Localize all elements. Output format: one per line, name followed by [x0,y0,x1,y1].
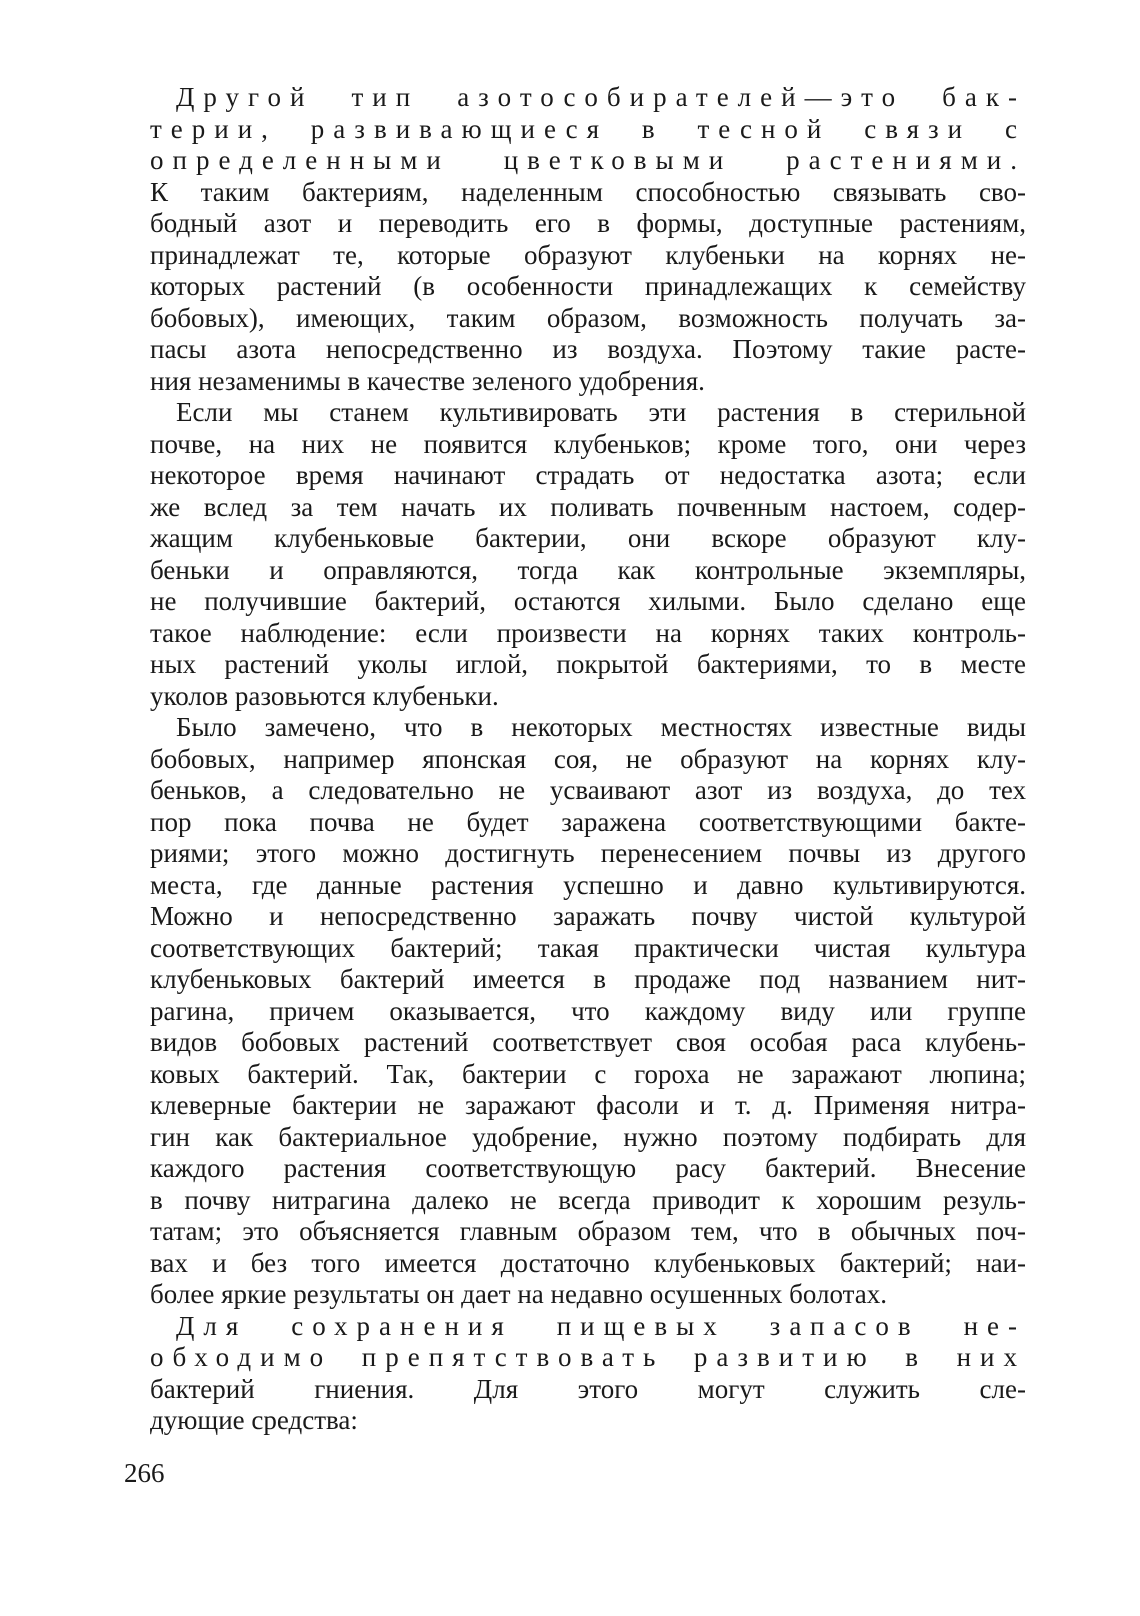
text-line: обходимо препятствовать развитию в них [150,1342,1026,1372]
text-line: Можно и непосредственно заражать почву чистой культурой [150,901,1026,931]
text-column [124,82,1026,1437]
text-line: пор пока почва не будет заражена соответствующими бакте- [150,806,1026,837]
text-line: более яркие результаты он дает на недавно осушенных болотах. [150,1279,887,1309]
text-line: Другой тип азотособирателей—это бак- [176,82,1026,112]
text-line: же вслед за тем начать их поливать почвенным настоем, содер- [150,491,1026,522]
text-line: Было замечено, что в некоторых местностях известные виды [176,712,1026,742]
text-line: беньки и оправляются, тогда как контрольные экземпляры, [150,554,1026,585]
text-line: ковых бактерий. Так, бактерии с гороха не заражают люпина; [150,1058,1026,1089]
text-line: которых растений (в особенности принадлежащих к семейству [150,271,1026,301]
text-line: каждого растения соответствующую расу бактерий. Внесение [150,1153,1026,1183]
text-line: места, где данные растения успешно и давно культивируются. [150,869,1026,900]
text-line: бобовых), имеющих, таким образом, возможность получать за- [150,302,1026,333]
paragraph-4 [124,1311,1026,1437]
text-line: видов бобовых растений соответствует своя особая раса клубень- [150,1027,1026,1057]
text-line: определенными цветковыми растениями. [150,145,1026,175]
text-line: бактерий гниения. Для этого могут служить сле- [150,1373,1026,1404]
text-line: ных растений уколы иглой, покрытой бактериями, то в месте [150,649,1026,679]
text-line: клубеньковых бактерий имеется в продаже под названием нит- [150,964,1026,994]
paragraph-2 [124,397,1026,712]
text-line: терии, развивающиеся в тесной связи с [150,113,1026,144]
text-line: пасы азота непосредственно из воздуха. Поэтому такие расте- [150,334,1026,364]
text-line: бобовых, например японская соя, не образуют на корнях клу- [150,743,1026,774]
text-line: вах и без того имеется достаточно клубеньковых бактерий; наи- [150,1247,1026,1278]
text-line: не получившие бактерий, остаются хилыми. Было сделано еще [150,586,1026,616]
text-line: риями; этого можно достигнуть перенесением почвы из другого [150,838,1026,868]
paragraph-3 [124,712,1026,1311]
text-line: Если мы станем культивировать эти растения в стерильной [176,397,1026,427]
text-line: в почву нитрагина далеко не всегда приводит к хорошим резуль- [150,1184,1026,1215]
text-line: почве, на них не появится клубеньков; кроме того, они через [150,428,1026,459]
text-line: жащим клубеньковые бактерии, они вскоре образуют клу- [150,523,1026,553]
text-line: дующие средства: [150,1405,358,1435]
text-line: клеверные бактерии не заражают фасоли и т. д. Применяя нитра- [150,1090,1026,1120]
page-number: 266 [124,1458,165,1488]
text-line: бодный азот и переводить его в формы, доступные растениям, [150,208,1026,238]
text-line: соответствующих бактерий; такая практически чистая культура [150,932,1026,963]
text-line: беньков, а следовательно не усваивают азот из воздуха, до тех [150,775,1026,805]
text-line: Для сохранения пищевых запасов не- [176,1310,1026,1341]
text-line: рагина, причем оказывается, что каждому виду или группе [150,995,1026,1026]
text-line: К таким бактериям, наделенным способностью связывать сво- [150,176,1026,207]
text-line: ния незаменимы в качестве зеленого удобрения. [150,365,705,396]
paragraph-1 [124,82,1026,397]
text-line: гин как бактериальное удобрение, нужно поэтому подбирать для [150,1121,1026,1152]
text-line: принадлежат те, которые образуют клубеньки на корнях не- [150,239,1026,270]
text-line: некоторое время начинают страдать от недостатка азота; если [150,460,1026,490]
text-line: татам; это объясняется главным образом тем, что в обычных поч- [150,1216,1026,1246]
text-line: такое наблюдение: если произвести на корнях таких контроль- [150,617,1026,648]
text-line: уколов разовьются клубеньки. [150,680,499,711]
